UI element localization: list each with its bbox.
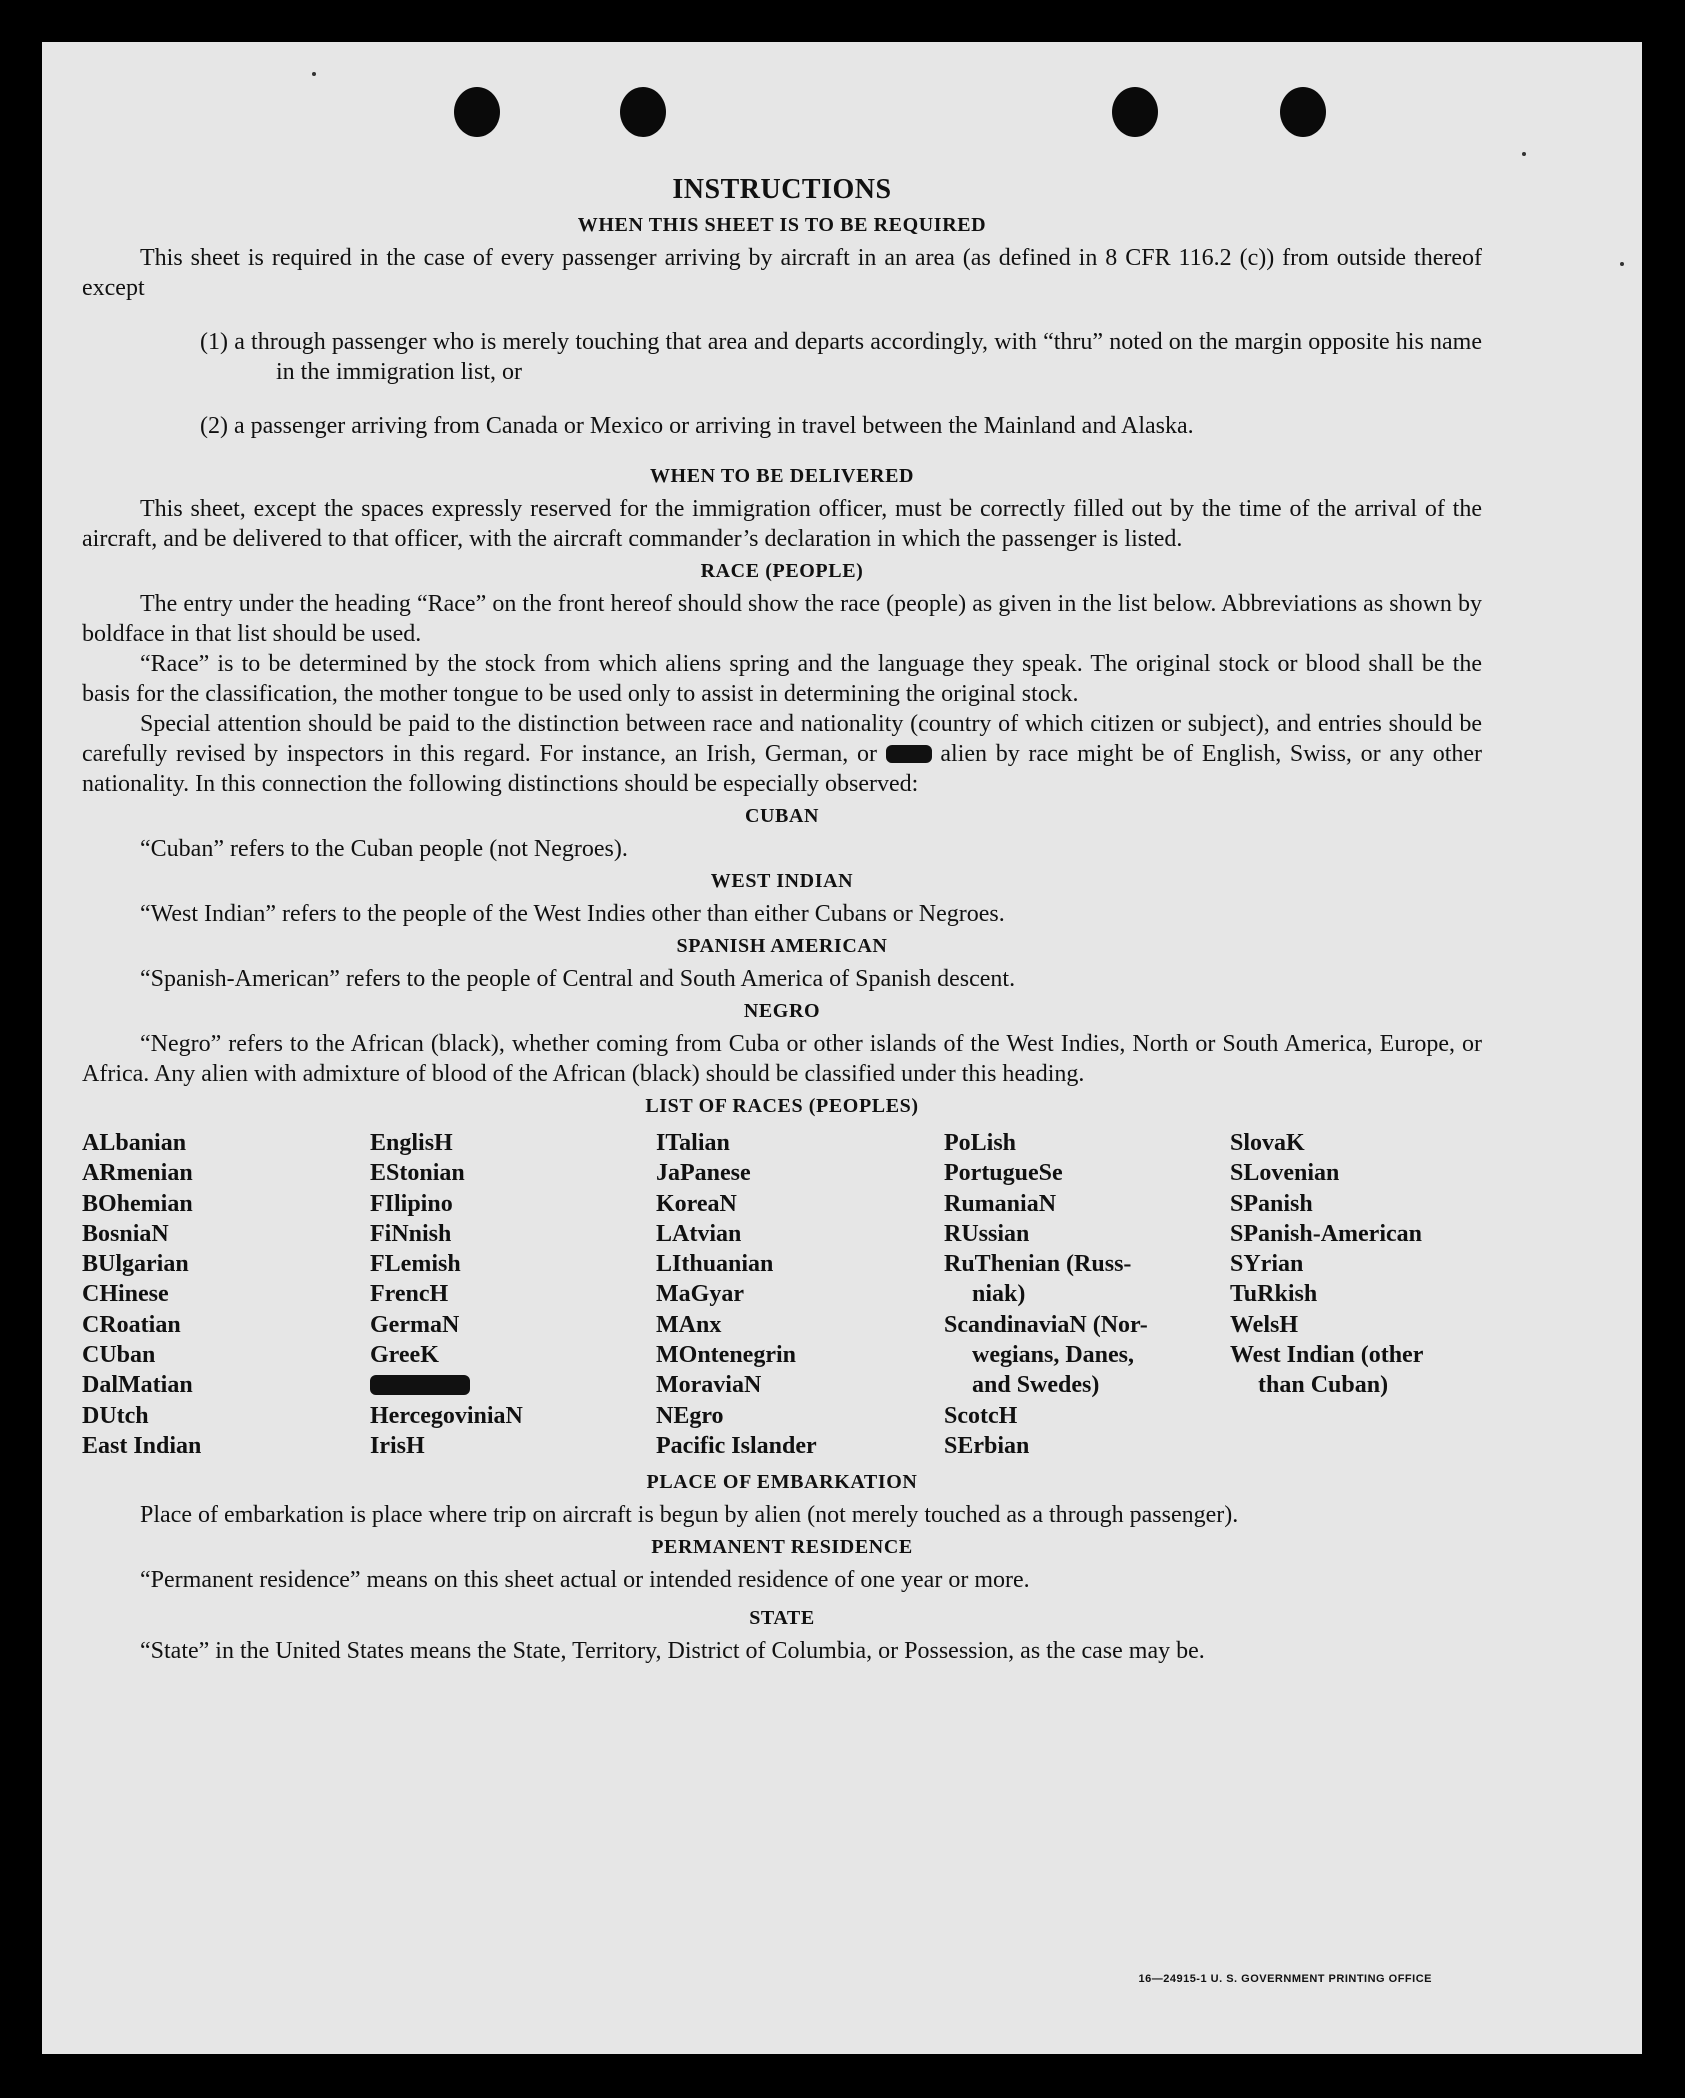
text-negro: “Negro” refers to the African (black), whether coming from Cuba or other islands of the West Indies, North or South America, Europe, or Africa. Any alien with admixture of blood of the African (black) should be classified under this heading. (82, 1031, 1482, 1087)
heading-spanish-american: SPANISH AMERICAN (676, 935, 888, 957)
race-entry: East Indian (82, 1432, 202, 1459)
race-entry-continued: wegians, Danes, (972, 1342, 1135, 1369)
page-title: INSTRUCTIONS (672, 174, 892, 205)
punch-hole (1280, 87, 1326, 137)
text-spanish-american: “Spanish-American” refers to the people of Central and South America of Spanish descent. (140, 966, 1016, 992)
race-entry-redacted (370, 1370, 656, 1400)
race-entry: GermaN (370, 1311, 460, 1338)
race-entry: CRoatian (82, 1311, 181, 1338)
heading-west-indian: WEST INDIAN (710, 870, 854, 892)
punch-hole (620, 87, 666, 137)
race-entry: ITalian (656, 1130, 730, 1156)
race-entry-continued: than Cuban) (1258, 1372, 1389, 1399)
race-entry: FiNnish (370, 1220, 452, 1247)
race-column-4 (944, 1128, 1230, 1461)
race-entry: RumaniaN (944, 1190, 1057, 1217)
race-entry: CHinese (82, 1281, 169, 1308)
race-entry: FLemish (370, 1251, 461, 1278)
text-race-3 (82, 709, 1482, 799)
race-list (82, 1128, 1482, 1461)
race-column-1 (82, 1128, 370, 1461)
heading-negro: NEGRO (743, 1000, 821, 1022)
race-entry-continued: and Swedes) (972, 1372, 1100, 1399)
race-column-3 (656, 1128, 944, 1461)
text-when-delivered: This sheet, except the spaces expressly reserved for the immigration officer, must be correctly filled out by the time of the arrival of the aircraft, and be delivered to that officer, with the aircraft commander’s declaration in which the passenger is listed. (82, 496, 1482, 552)
list-item-2: (2) a passenger arriving from Canada or Mexico or arriving in travel between the Mainland and Alaska. (200, 413, 1194, 439)
speck (1620, 262, 1624, 266)
speck (1522, 152, 1526, 156)
race-entry: PortugueSe (944, 1160, 1063, 1187)
race-entry: MaGyar (656, 1281, 744, 1308)
heading-cuban: CUBAN (744, 805, 820, 827)
race-entry: MOntenegrin (656, 1342, 796, 1369)
heading-permanent-residence: PERMANENT RESIDENCE (651, 1536, 913, 1559)
redaction-mark (370, 1375, 470, 1395)
text-race-3-b: alien by race might be of English, Swiss, or any other nationality. In this connection the following distinctions should be especially observed: (82, 741, 1483, 797)
race-entry: SYrian (1230, 1251, 1304, 1278)
text-race-3-a: Special attention should be paid to the distinction between race and nationality (country of which citizen or subject), and entries should be carefully revised by inspectors in this regard. For instance, an Irish, German, or (82, 711, 1482, 767)
heading-when-delivered: WHEN TO BE DELIVERED (649, 465, 915, 487)
race-entry: SPanish (1230, 1190, 1313, 1217)
race-entry: KoreaN (656, 1190, 737, 1217)
race-entry: TuRkish (1230, 1281, 1318, 1308)
redaction-mark (886, 745, 932, 763)
race-entry: SErbian (944, 1432, 1030, 1459)
heading-race: RACE (PEOPLE) (700, 560, 864, 582)
text-state: “State” in the United States means the State, Territory, District of Columbia, or Possession, as the case may be. (140, 1638, 1205, 1665)
race-entry: LAtvian (656, 1220, 742, 1247)
race-entry: BUlgarian (82, 1251, 189, 1278)
race-entry: NEgro (656, 1402, 724, 1429)
document-page (42, 42, 1642, 2054)
heading-list-of-races: LIST OF RACES (PEOPLES) (645, 1095, 919, 1117)
race-entry: SlovaK (1230, 1130, 1305, 1156)
race-entry: WelsH (1230, 1311, 1299, 1338)
list-item-1: (1) a through passenger who is merely touching that area and departs accordingly, with “thru” noted on the margin opposite his name in the immigration list, or (200, 329, 1482, 385)
heading-when-required: WHEN THIS SHEET IS TO BE REQUIRED (577, 214, 987, 236)
race-entry: SLovenian (1230, 1160, 1340, 1187)
race-entry: PoLish (944, 1130, 1017, 1156)
race-entry: ALbanian (82, 1130, 187, 1156)
race-entry: FIlipino (370, 1190, 453, 1217)
text-west-indian: “West Indian” refers to the people of the West Indies other than either Cubans or Negroes. (140, 901, 1005, 927)
text-cuban: “Cuban” refers to the Cuban people (not Negroes). (140, 836, 628, 862)
race-entry: Pacific Islander (656, 1432, 817, 1459)
race-entry: West Indian (other (1230, 1342, 1424, 1369)
race-entry: GreeK (370, 1342, 439, 1369)
race-entry: BosniaN (82, 1220, 169, 1247)
race-entry: RuThenian (Russ- (944, 1251, 1132, 1278)
text-race-2: “Race” is to be determined by the stock from which aliens spring and the language they speak. The original stock or blood shall be the basis for the classification, the mother tongue to be used only to assist in determining the original stock. (82, 651, 1482, 707)
race-entry: ScotcH (944, 1402, 1018, 1429)
race-entry: IrisH (370, 1432, 425, 1459)
race-entry: DalMatian (82, 1372, 193, 1399)
race-entry: MoraviaN (656, 1372, 762, 1399)
race-column-5 (1230, 1128, 1482, 1461)
race-entry: RUssian (944, 1220, 1030, 1247)
race-entry: LIthuanian (656, 1251, 774, 1278)
punch-hole (454, 87, 500, 137)
text-race-1: The entry under the heading “Race” on the front hereof should show the race (people) as given in the list below. Abbreviations as shown by boldface in that list should be used. (82, 591, 1482, 647)
text-embarkation: Place of embarkation is place where trip on aircraft is begun by alien (not merely touched as a through passenger). (140, 1502, 1239, 1529)
race-entry: MAnx (656, 1311, 722, 1338)
heading-embarkation: PLACE OF EMBARKATION (646, 1471, 918, 1494)
heading-state: STATE (749, 1607, 815, 1630)
race-entry: CUban (82, 1342, 156, 1369)
race-entry: HercegoviniaN (370, 1402, 523, 1429)
printing-office-code: 16—24915-1 U. S. GOVERNMENT PRINTING OFFICE (1138, 1973, 1432, 1985)
race-column-2 (370, 1128, 656, 1461)
race-entry: BOhemian (82, 1190, 193, 1217)
race-entry: SPanish-American (1230, 1220, 1422, 1247)
race-entry-continued: niak) (972, 1281, 1026, 1308)
text-when-required: This sheet is required in the case of every passenger arriving by aircraft in an area (as defined in 8 CFR 116.2 (c)) from outside thereof except (82, 245, 1482, 301)
instructions-content (82, 174, 1482, 1666)
speck (312, 72, 316, 76)
race-entry: ScandinaviaN (Nor- (944, 1311, 1148, 1338)
race-entry: EStonian (370, 1160, 465, 1187)
text-permanent-residence: “Permanent residence” means on this sheet actual or intended residence of one year or more. (140, 1567, 1030, 1594)
punch-hole (1112, 87, 1158, 137)
race-entry: JaPanese (656, 1160, 751, 1187)
race-entry: EnglisH (370, 1130, 453, 1156)
race-entry: DUtch (82, 1402, 149, 1429)
race-entry: FrencH (370, 1281, 449, 1308)
race-entry: ARmenian (82, 1160, 193, 1187)
